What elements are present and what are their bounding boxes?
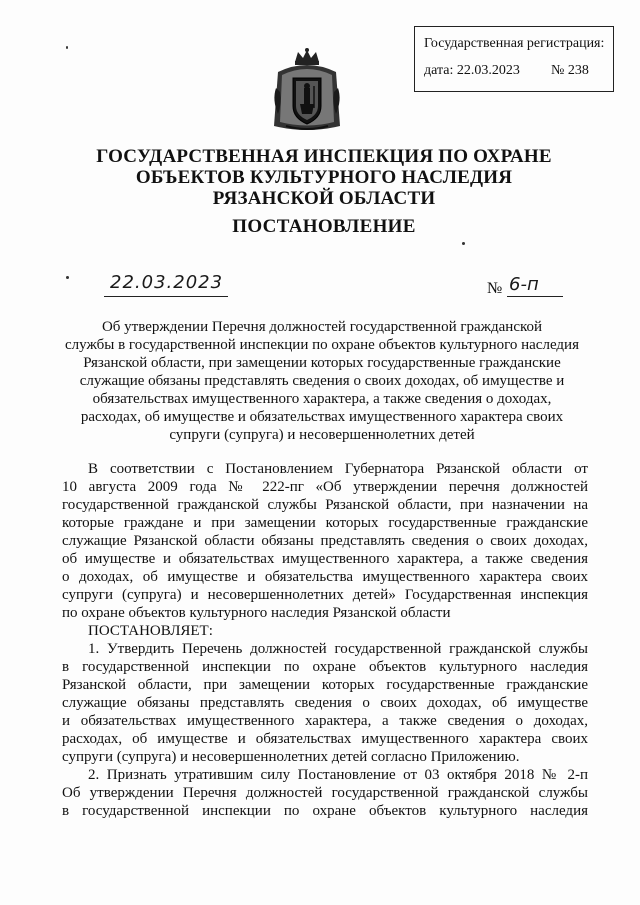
organization-name [60,146,588,209]
title-line: расходах, об имуществе и обязательствах имущественного характера своих [80,409,564,425]
document-number-field [487,276,567,300]
title-line: Рязанской области, при замещении которых государственные гражданские [83,355,561,371]
body-line: которые граждане и при замещении которых государственные гражданские [62,515,588,531]
body-line: 2. Признать утратившим силу Постановление от 03 октября 2018 № 2-п [88,767,588,783]
body-line: об имуществе и обязательствах имущественного характера, а также сведения [62,551,588,567]
body-line: государственной гражданской службы Рязанской области, при назначении на [62,497,588,513]
handwritten-date-field [104,272,228,298]
registration-number: № 238 [551,63,589,78]
body-line: супруги (супруга) и несовершеннолетних детей согласно Приложению. [62,749,520,765]
body-line: в государственной инспекции по охране объектов культурного наследия [62,803,588,819]
registration-date: дата: 22.03.2023 [424,63,520,78]
handwritten-number: 6-п [509,274,539,295]
body-line: служащие Рязанской области обязаны представлять сведения о своих доходах, [62,533,588,549]
body-line: 10 августа 2009 года № 222-пг «Об утверждении перечня должностей [62,479,588,495]
number-label: № [487,280,503,297]
body-line-resolves: ПОСТАНОВЛЯЕТ: [88,623,213,639]
body-line: Рязанской области, при замещении которых государственные гражданские [62,677,588,693]
body-line: супруги (супруга) и несовершеннолетних детей» Государственная инспекция [62,587,588,603]
body-line: Об утверждении Перечня должностей государственной гражданской службы [62,785,588,801]
title-line: служащие обязаны представлять сведения о своих доходах, об имуществе и [79,373,565,389]
scan-speck [66,46,68,49]
document-title [62,318,582,444]
body-line: в государственной инспекции по охране объектов культурного наследия [62,659,588,675]
org-line: ОБЪЕКТОВ КУЛЬТУРНОГО НАСЛЕДИЯ [135,167,513,188]
scan-speck [462,242,465,245]
registration-stamp [414,26,614,92]
date-underline [104,296,228,297]
body-line: служащие обязаны представлять сведения о своих доходах, об имуществе [62,695,588,711]
body-line: В соответствии с Постановлением Губернатора Рязанской области от [88,461,588,477]
document-type: ПОСТАНОВЛЕНИЕ [232,216,416,237]
body-line: расходах, об имуществе и обязательствах имущественного характера своих [62,731,588,747]
body-line: по охране объектов культурного наследия Рязанской области [62,605,451,621]
org-line: РЯЗАНСКОЙ ОБЛАСТИ [212,188,436,209]
body-line: 1. Утвердить Перечень должностей государственной гражданской службы [88,641,588,657]
title-line: супруги (супруга) и несовершеннолетних детей [169,427,475,443]
handwritten-date: 22.03.2023 [110,272,224,293]
title-line: службы в государственной инспекции по охране объектов культурного наследия [65,337,579,353]
ryazan-coat-of-arms-icon [270,48,344,134]
title-line: Об утверждении Перечня должностей государственной гражданской [101,319,543,335]
body-line: и обязательствах имущественного характера, а также сведения о доходах, [62,713,588,729]
title-line: обязательствах имущественного характера, а также сведения о доходах, [92,391,552,407]
registration-title: Государственная регистрация: [424,36,605,51]
body-line: о доходах, об имуществе и обязательства имущественного характера своих [62,569,588,585]
org-line: ГОСУДАРСТВЕННАЯ ИНСПЕКЦИЯ ПО ОХРАНЕ [96,146,552,167]
scan-speck [66,276,69,279]
document-body [62,460,588,820]
number-underline [507,296,563,297]
